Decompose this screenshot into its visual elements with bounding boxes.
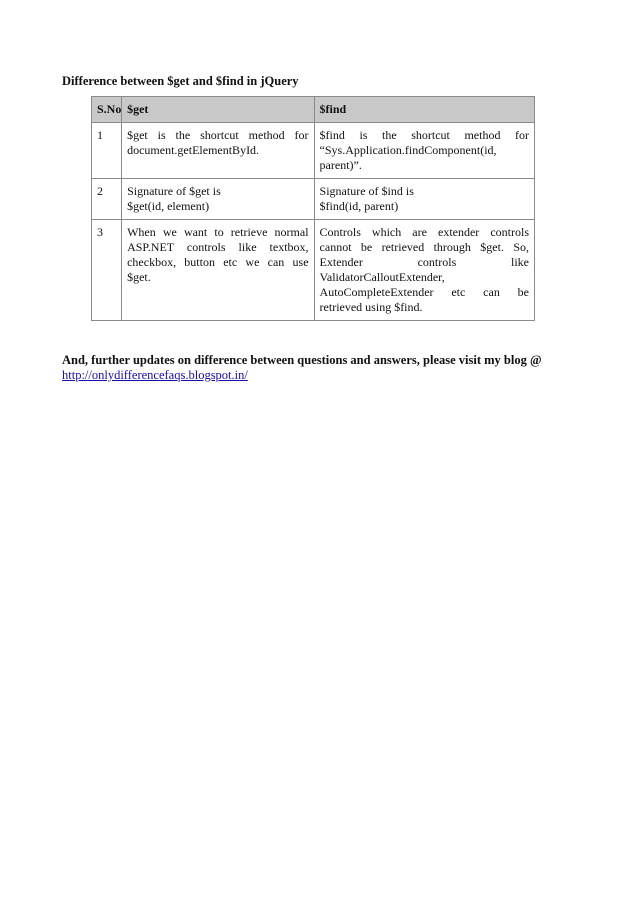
cell-get-line: Signature of $get is — [127, 184, 221, 198]
document-heading: Difference between $get and $find in jQuery — [62, 74, 299, 88]
footer-message: And, further updates on difference between questions and answers, please visit my blog @ — [62, 353, 542, 367]
cell-get — [122, 179, 314, 220]
cell-get-line: $get(id, element) — [127, 199, 210, 213]
header-find: $find — [314, 97, 534, 123]
cell-get: When we want to retrieve normal ASP.NET controls like textbox, checkbox, button etc we can use $get. — [122, 220, 314, 321]
cell-find-line: Signature of $ind is — [319, 184, 414, 198]
cell-get: $get is the shortcut method for document.getElementById. — [122, 123, 314, 179]
comparison-table — [91, 96, 535, 321]
table-row — [92, 123, 535, 179]
cell-sno: 2 — [92, 179, 122, 220]
header-get: $get — [122, 97, 314, 123]
cell-find-line: $find(id, parent) — [319, 199, 399, 213]
cell-sno: 3 — [92, 220, 122, 321]
footer-note — [62, 353, 562, 383]
table-row — [92, 179, 535, 220]
cell-find — [314, 179, 534, 220]
cell-sno: 1 — [92, 123, 122, 179]
cell-find: Controls which are extender controls cannot be retrieved through $get. So, Extender controls like ValidatorCalloutExtender, AutoCompleteExtender etc can be retrieved using $find. — [314, 220, 534, 321]
header-sno: S.No — [92, 97, 122, 123]
table-row — [92, 220, 535, 321]
cell-find: $find is the shortcut method for “Sys.Application.findComponent(id, parent)”. — [314, 123, 534, 179]
table-header-row — [92, 97, 535, 123]
blog-link[interactable]: http://onlydifferencefaqs.blogspot.in/ — [62, 368, 248, 382]
